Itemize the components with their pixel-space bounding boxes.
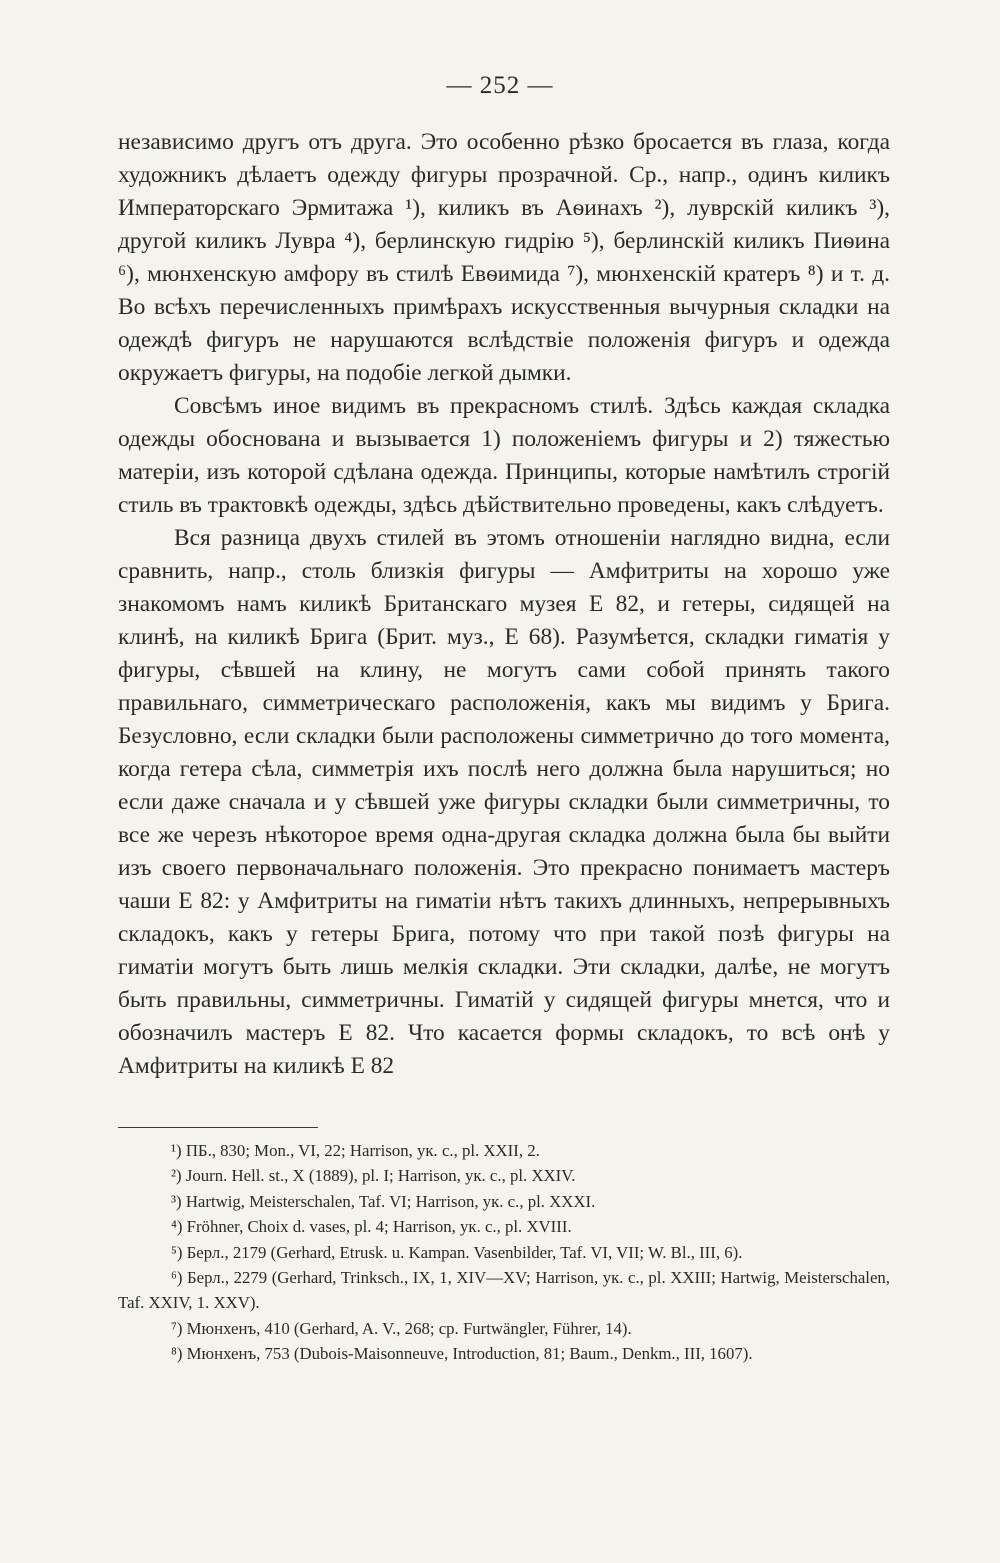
footnote-1: ¹) ПБ., 830; Mon., VI, 22; Harrison, ук. с., pl. XXII, 2.	[171, 1141, 540, 1160]
footnote-divider	[118, 1127, 318, 1128]
paragraph-1: независимо другъ отъ друга. Это особенно рѣзко бросается въ глаза, когда художникъ дѣлаетъ одежду фигуры прозрачной. Ср., напр., одинъ киликъ Императорскаго Эрмитажа ¹), киликъ въ Аѳинахъ ²), луврскій киликъ ³), другой киликъ Лувра ⁴), берлинскую гидрію ⁵), берлинскій киликъ Пиѳина ⁶), мюнхенскую амфору въ стилѣ Евѳимида ⁷), мюнхенскій кратеръ ⁸) и т. д. Во всѣхъ перечисленныхъ примѣрахъ искусственныя вычурныя складки на одеждѣ фигуръ не нарушаются вслѣдствіе положенія фигуръ и одежда окружаетъ фигуры, на подобіе легкой дымки.	[118, 129, 890, 386]
paragraph-2: Совсѣмъ иное видимъ въ прекрасномъ стилѣ. Здѣсь каждая складка одежды обоснована и вызывается 1) положеніемъ фигуры и 2) тяжестью матеріи, изъ которой сдѣлана одежда. Принципы, которые намѣтилъ строгій стиль въ трактовкѣ одежды, здѣсь дѣйствительно проведены, какъ слѣдуетъ.	[118, 393, 890, 518]
footnote-3: ³) Hartwig, Meisterschalen, Taf. VI; Harrison, ук. с., pl. XXXI.	[171, 1191, 596, 1211]
body-text	[118, 126, 890, 1083]
footnote-2: ²) Journ. Hell. st., X (1889), pl. I; Harrison, ук. с., pl. XXIV.	[171, 1166, 576, 1186]
footnote-4: ⁴) Fröhner, Choix d. vases, pl. 4; Harrison, ук. с., pl. XVIII.	[171, 1217, 572, 1237]
footnote-8: ⁸) Мюнхенъ, 753 (Dubois-Maisonneuve, Introduction, 81; Baum., Denkm., III, 1607).	[171, 1344, 753, 1364]
footnote-6: ⁶) Берл., 2279 (Gerhard, Trinksch., IX, 1, XIV—XV; Harrison, ук. с., pl. XXIII; Hartwig, Meisterschalen, Taf. XXIV, 1. XXV).	[118, 1268, 890, 1313]
paragraph-3: Вся разница двухъ стилей въ этомъ отношеніи наглядно видна, если сравнить, напр., столь близкія фигуры — Амфитриты на хорошо уже знакомомъ намъ киликѣ Британскаго музея Е 82, и гетеры, сидящей на клинѣ, на киликѣ Брига (Брит. муз., Е 68). Разумѣется, складки гиматія у фигуры, сѣвшей на клину, не могутъ сами собой принять такого правильнаго, симметрическаго расположенія, какъ мы видимъ у Брига. Безусловно, если складки были расположены симметрично до того момента, когда гетера сѣла, симметрія ихъ послѣ него должна была нарушиться; но если даже сначала и у сѣвшей уже фигуры складки были симметричны, то все же черезъ нѣкоторое время одна-другая складка должна была бы выйти изъ своего первоначальнаго положенія. Это прекрасно понимаетъ мастеръ чаши Е 82: у Амфитриты на гиматіи нѣтъ такихъ длинныхъ, непрерывныхъ складокъ, какъ у гетеры Брига, потому что при такой позѣ фигуры на гиматіи могутъ быть лишь мелкія складки. Эти складки, далѣе, не могутъ быть правильны, симметричны. Гиматій у сидящей фигуры мнется, что и обозначилъ мастеръ Е 82. Что касается формы складокъ, то всѣ онѣ у Амфитриты на киликѣ Е 82	[118, 525, 890, 1079]
footnote-7: ⁷) Мюнхенъ, 410 (Gerhard, A. V., 268; ср. Furtwängler, Führer, 14).	[171, 1318, 632, 1338]
footnote-5: ⁵) Берл., 2179 (Gerhard, Etrusk. u. Kampan. Vasenbilder, Taf. VI, VII; W. Bl., III, 6).	[171, 1242, 743, 1262]
page-number: — 252 —	[446, 72, 554, 99]
footnotes	[118, 1138, 890, 1367]
